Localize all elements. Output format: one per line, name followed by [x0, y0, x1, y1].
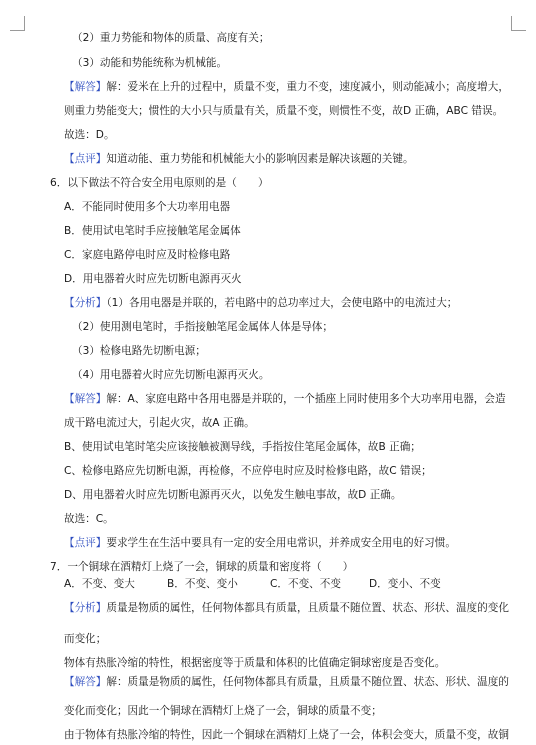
answer-text: 解：质量是物质的属性，任何物体都具有质量，且质量不随位置、状态、形状、温度的	[106, 676, 509, 688]
text-line	[64, 392, 506, 406]
line-text: （2）使用测电笔时，手指接触笔尾金属体人体是导体；	[72, 321, 333, 333]
line-text: D、用电器着火时应先切断电源再灭火，以免发生触电事故，故D 正确。	[64, 489, 402, 501]
line-text: （3）检修电路先切断电源；	[72, 345, 206, 357]
text-line	[64, 728, 509, 742]
section-tag: 【点评】	[64, 153, 107, 165]
crop-mark-top-right	[511, 16, 526, 31]
option-a: A．不变、变大	[64, 578, 135, 590]
option-b: B．不变、变小	[167, 578, 238, 590]
text-line	[64, 200, 230, 214]
text-line	[64, 272, 242, 286]
section-tag: 【分析】	[64, 297, 107, 309]
line-text: B、使用试电笔时笔尖应该接触被测导线，手指按住笔尾金属体，故B 正确；	[64, 441, 421, 453]
text-line	[64, 704, 382, 718]
line-text: （4）用电器着火时应先切断电源再灭火。	[72, 369, 270, 381]
line-text: （2）重力势能和物体的质量、高度有关；	[72, 32, 270, 44]
text-line	[64, 224, 241, 238]
crop-mark-top-left	[10, 16, 25, 31]
text-line	[64, 512, 114, 526]
section-tag: 【解答】	[64, 81, 107, 93]
text-line	[64, 488, 402, 502]
line-text: 而变化；	[64, 633, 107, 645]
analysis-7-line-1	[64, 601, 509, 615]
line-text: 故选：C。	[64, 513, 114, 525]
line-text: D．用电器着火时应先切断电源再灭火	[64, 273, 242, 285]
question-7-options	[64, 577, 441, 591]
answer-tag: 【解答】	[64, 676, 107, 688]
line-text: A．不能同时使用多个大功率用电器	[64, 201, 231, 213]
line-text: 6．以下做法不符合安全用电原则的是（ ）	[50, 177, 269, 189]
option-c: C．不变、不变	[270, 578, 341, 590]
line-text: 解：爱米在上升的过程中，质量不变，重力不变，速度减小，则动能减小；高度增大，	[106, 81, 509, 93]
line-text: 物体有热胀冷缩的特性，根据密度等于质量和体积的比值确定铜球密度是否变化。	[64, 657, 446, 669]
line-text: 成干路电流过大，引起火灾，故A 正确。	[64, 417, 255, 429]
text-line	[72, 344, 206, 358]
text-line	[50, 176, 269, 190]
line-text: （1）各用电器是并联的，若电路中的总功率过大，会使电路中的电流过大；	[106, 297, 458, 309]
text-line	[64, 632, 106, 646]
line-text: （3）动能和势能统称为机械能。	[72, 57, 228, 69]
answer-7-line-1	[64, 675, 509, 689]
line-text: C、检修电路应先切断电源，再检修，不应停电时应及时检修电路，故C 错误；	[64, 465, 432, 477]
text-line	[72, 320, 333, 334]
line-text: 解：A、家庭电路中各用电器是并联的，一个插座上同时使用多个大功率用电器，会造	[106, 393, 506, 405]
line-text: 7．一个铜球在酒精灯上烧了一会，铜球的质量和密度将（ ）	[50, 561, 354, 573]
text-line	[64, 104, 503, 118]
section-tag: 【点评】	[64, 537, 107, 549]
text-line	[64, 536, 456, 550]
line-text: C．家庭电路停电时应及时检修电路	[64, 249, 231, 261]
line-text: 故选：D。	[64, 129, 115, 141]
line-text: 要求学生在生活中要具有一定的安全用电常识，并养成安全用电的好习惯。	[106, 537, 456, 549]
option-d: D．变小、不变	[369, 578, 441, 590]
text-line	[64, 656, 445, 670]
analysis-tag: 【分析】	[64, 602, 107, 614]
text-line	[64, 416, 255, 430]
section-tag: 【解答】	[64, 393, 107, 405]
line-text: 由于物体有热胀冷缩的特性，因此一个铜球在酒精灯上烧了一会，体积会变大，质量不变，故铜	[64, 729, 509, 741]
text-line	[64, 296, 457, 310]
text-line	[72, 56, 227, 70]
line-text: 则重力势能变大；惯性的大小只与质量有关，质量不变，则惯性不变，故D 正确，ABC 错误。	[64, 105, 504, 117]
text-line	[64, 128, 115, 142]
text-line	[72, 368, 269, 382]
line-text: 知道动能、重力势能和机械能大小的影响因素是解决该题的关键。	[106, 153, 414, 165]
analysis-text: 质量是物质的属性，任何物体都具有质量，且质量不随位置、状态、形状、温度的变化	[106, 602, 509, 614]
line-text: 变化而变化；因此一个铜球在酒精灯上烧了一会，铜球的质量不变；	[64, 705, 382, 717]
line-text: B．使用试电笔时手应接触笔尾金属体	[64, 225, 241, 237]
text-line	[50, 560, 353, 574]
text-line	[64, 248, 230, 262]
text-line	[64, 464, 432, 478]
text-line	[72, 31, 269, 45]
text-line	[64, 80, 509, 94]
text-line	[64, 152, 414, 166]
text-line	[64, 440, 421, 454]
